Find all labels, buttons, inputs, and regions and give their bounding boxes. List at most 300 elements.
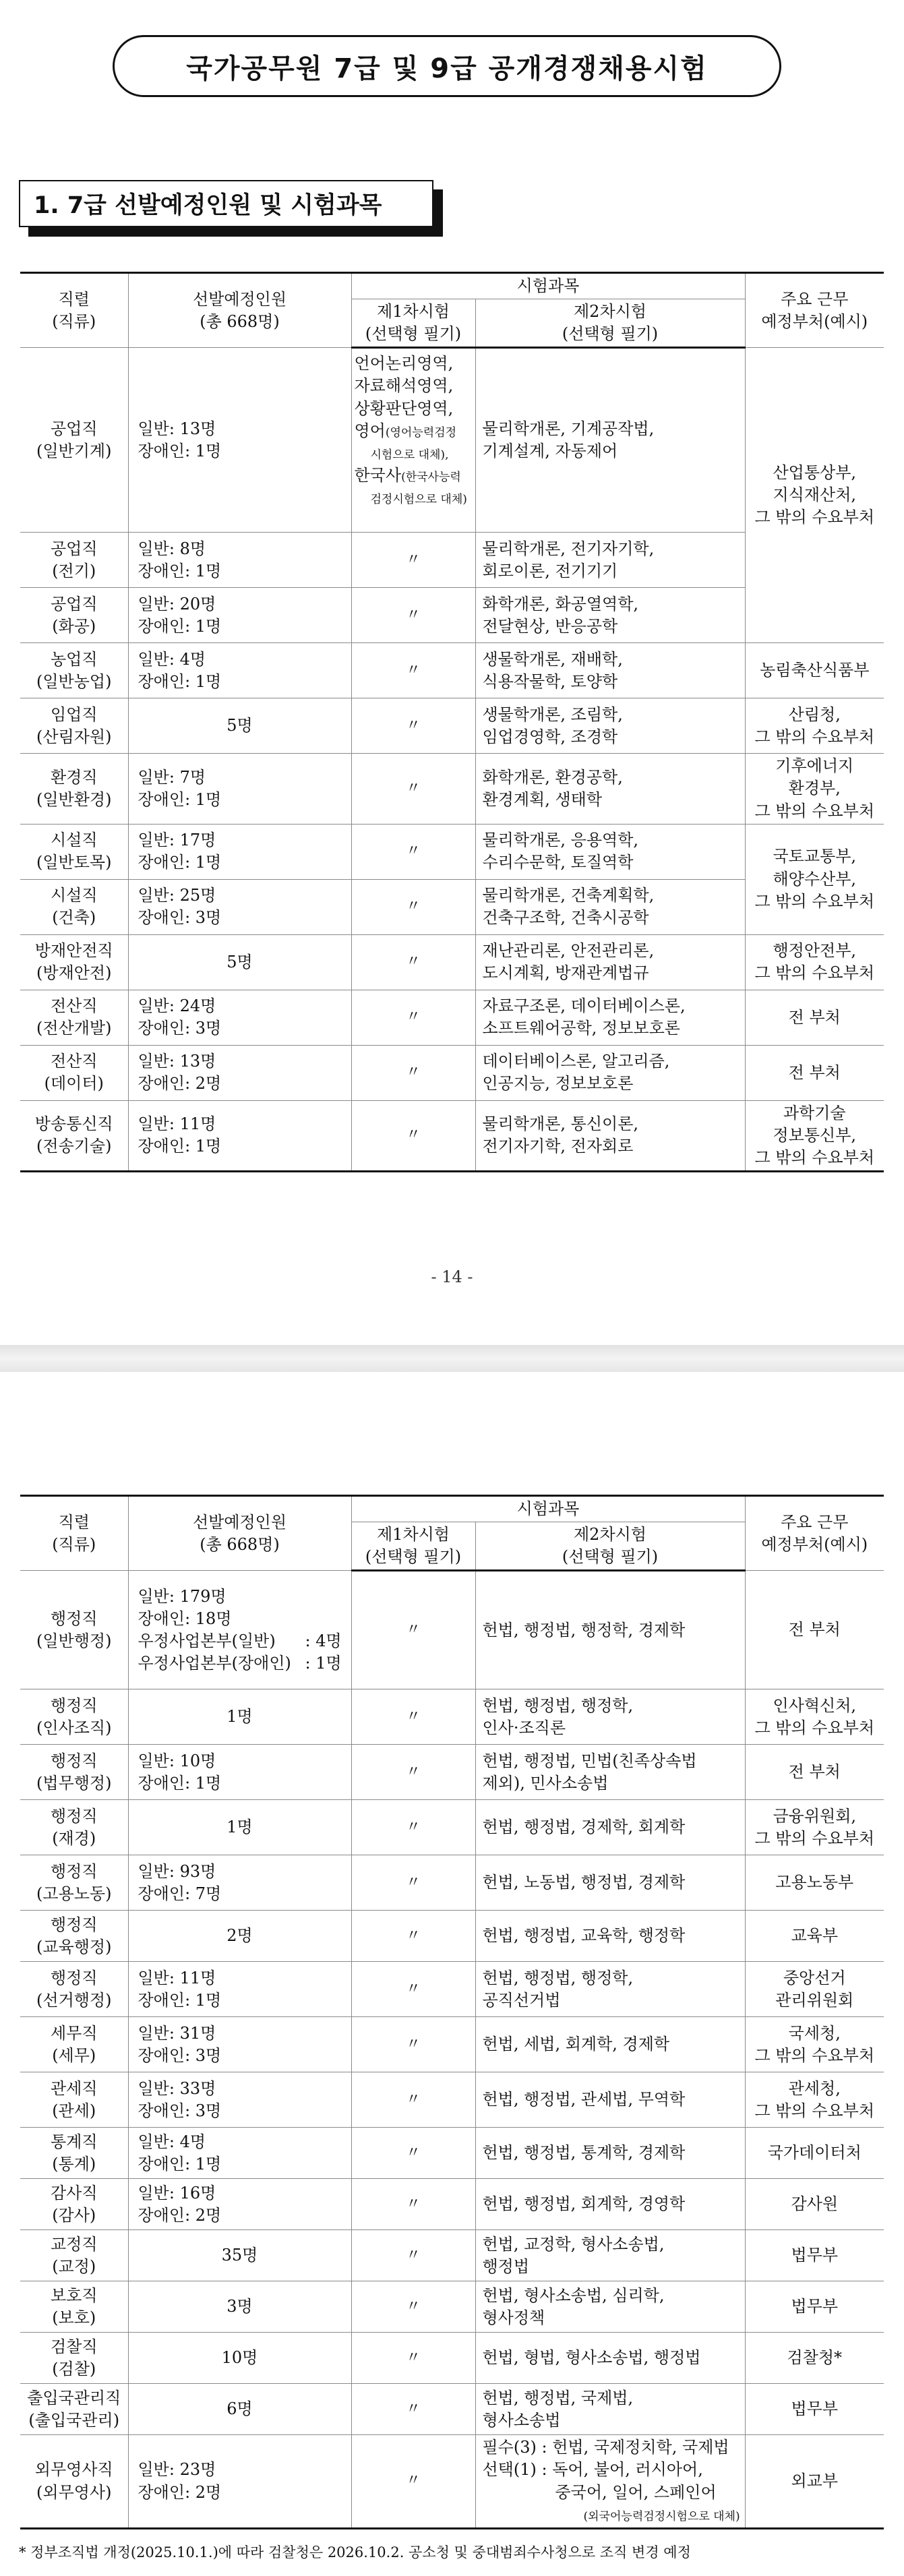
exam1-ditto [351, 1689, 475, 1745]
quota-count: : 3명 [185, 908, 222, 928]
exam2-subjects [475, 1800, 745, 1855]
exam2-subject-text: 필수(3) : 헌법, 국제정치학, 국제법 [482, 2438, 729, 2457]
quota-kind: 장애인 [138, 2045, 185, 2065]
exam2-subject-text: 화학개론, 화공열역학, [482, 594, 639, 613]
job-name: 통계직 [50, 2132, 98, 2151]
quota-kind: 일반 [138, 2183, 169, 2203]
table-row [20, 2072, 884, 2128]
ditto-mark: 〃 [405, 2246, 421, 2264]
quota-count: : 11명 [169, 1968, 216, 1987]
dept-line [748, 484, 882, 506]
job-cell [20, 2230, 128, 2281]
quota-count: : 33명 [169, 2078, 216, 2098]
quota-line [138, 1050, 349, 1073]
quota-count: : 2명 [185, 2205, 222, 2225]
quota-kind: 일반 [138, 1052, 169, 1071]
quota-kind: 장애인 [138, 561, 185, 580]
dept-cell [745, 643, 884, 698]
dept-text: 감사원 [791, 2194, 839, 2214]
dept-text: 농림축산식품부 [760, 661, 870, 680]
exam1-ditto [351, 533, 475, 588]
job-cell [20, 2128, 128, 2179]
exam2-subject-line [483, 885, 742, 907]
quota-cell [128, 2435, 351, 2528]
dept-line [748, 2100, 882, 2122]
dept-text: 금융위원회, [773, 1806, 857, 1826]
dept-line [748, 1062, 882, 1084]
quota-count: : 4명 [169, 649, 206, 669]
dept-line [748, 755, 882, 777]
dept-line [748, 962, 882, 984]
exam2-subject-text: 회로이론, 전기기기 [482, 561, 618, 580]
job-name: 시설직 [50, 831, 98, 850]
exam1-ditto [351, 1911, 475, 1962]
job-name: 시설직 [50, 886, 98, 905]
exam2-subjects [475, 2128, 745, 2179]
exam2-subject-text: 물리학개론, 통신이론, [482, 1114, 639, 1134]
exam2-subject-text: 소프트웨어공학, 정보보호론 [482, 1019, 680, 1038]
quota-line [138, 767, 349, 789]
dept-text: 정보통신부, [773, 1125, 857, 1145]
exam1-ditto [351, 2333, 475, 2384]
quota-kind: 일반 [138, 1861, 169, 1881]
table-row [20, 1911, 884, 1962]
job-subtype: (전송기술) [36, 1137, 112, 1156]
quota-line [138, 1989, 349, 2012]
exam2-subject-line [483, 1619, 742, 1642]
quota-cell [128, 1800, 351, 1855]
job-subtype: (감사) [52, 2205, 96, 2225]
quota-kind: 일반 [138, 419, 169, 438]
exam2-subject-text: 물리학개론, 건축계획학, [482, 886, 655, 905]
exam1-ditto [351, 2230, 475, 2281]
exam2-subject-line [483, 538, 742, 560]
exam2-subject-text: 전기자기학, 전자회로 [482, 1137, 634, 1156]
quota-count: : 93명 [169, 1861, 216, 1881]
exam1-ditto [351, 2384, 475, 2435]
quota-kind: 장애인 [138, 1609, 185, 1628]
job-subtype: (일반기계) [36, 441, 112, 460]
dept-line [748, 2023, 882, 2045]
quota-kind: 장애인 [138, 853, 185, 872]
table-row [20, 698, 884, 754]
dept-text: 지식재산처, [773, 485, 857, 505]
quota-count: : 13명 [169, 1052, 216, 1071]
quota-line [138, 1113, 349, 1135]
exam2-subject-line [483, 1135, 742, 1158]
quota-kind: 장애인 [138, 2205, 185, 2225]
job-name: 행정직 [50, 1915, 98, 1934]
dept-cell [745, 1855, 884, 1911]
quota-line [138, 616, 349, 638]
dept-text: 관리위원회 [775, 1990, 854, 2010]
quota-kind: 일반 [138, 996, 169, 1016]
exam2-note-text: (외국어능력검정시험으로 대체) [583, 2509, 740, 2523]
exam2-subjects [475, 2333, 745, 2384]
exam2-subject-text: 화학개론, 환경공학, [482, 767, 623, 787]
exam2-subject-line [483, 2089, 742, 2111]
exam2-subject-text: 건축구조학, 건축시공학 [482, 908, 649, 928]
dept-line [748, 940, 882, 962]
quota-kind: 일반 [138, 886, 169, 905]
exam2-subjects [475, 1100, 745, 1171]
dept-cell [745, 1571, 884, 1689]
exam1-ditto [351, 1962, 475, 2017]
dept-text: 검찰청* [787, 2348, 843, 2368]
exam2-subject-text: 형사정책 [482, 2308, 545, 2327]
exam2-subject-line [483, 2482, 742, 2504]
exam2-subject-text: 헌법, 행정법, 국제법, [482, 2388, 634, 2407]
dept-text: 그 밖의 수요부처 [754, 891, 875, 911]
exam2-subject-text: 자료구조론, 데이터베이스론, [482, 996, 686, 1016]
dept-line [748, 1007, 882, 1029]
quota-line [138, 1586, 349, 1608]
exam2-subject-text: 헌법, 행정법, 관세법, 무역학 [482, 2090, 686, 2109]
exam2-subject-line [483, 726, 742, 748]
quota-kind: 장애인 [138, 1019, 185, 1038]
quota-count: : 1명 [185, 1990, 222, 2010]
quota-count: : 4명 [305, 1631, 342, 1650]
table-row [20, 1962, 884, 2017]
dept-cell [745, 2230, 884, 2281]
dept-line [748, 2398, 882, 2420]
job-cell [20, 1745, 128, 1800]
quota-cell [128, 990, 351, 1045]
dept-line [748, 2078, 882, 2100]
quota-total: 35명 [221, 2246, 258, 2265]
exam2-subjects [475, 2435, 745, 2528]
exam1-ditto [351, 2128, 475, 2179]
quota-count: : 18명 [185, 1609, 232, 1628]
dept-line [748, 506, 882, 529]
ditto-mark: 〃 [405, 2195, 421, 2213]
job-subtype: (선거행정) [36, 1990, 112, 2010]
quota-kind: 일반 [138, 649, 169, 669]
exam2-subject-text: 선택(1) : 독어, 불어, 러시아어, [482, 2460, 703, 2480]
job-cell [20, 824, 128, 879]
quota-cell [128, 1745, 351, 1800]
quota-cell [128, 824, 351, 879]
exam2-subjects [475, 2017, 745, 2072]
quota-cell [128, 1855, 351, 1911]
quota-kind: 일반 [138, 831, 169, 850]
quota-line [138, 829, 349, 851]
ditto-mark: 〃 [405, 2400, 421, 2418]
dept-text: 환경부, [788, 779, 841, 798]
job-name: 보호직 [50, 2285, 98, 2305]
job-subtype: (전산개발) [36, 1019, 112, 1038]
job-name: 출입국관리직 [27, 2388, 121, 2407]
exam2-subjects [475, 2230, 745, 2281]
ditto-mark: 〃 [405, 2091, 421, 2108]
exam2-subject-text: 제외), 민사소송법 [482, 1773, 609, 1793]
dept-line [748, 2142, 882, 2164]
exam2-subject-text: 헌법, 행정법, 행정학, 경제학 [482, 1620, 686, 1640]
dept-text: 법무부 [791, 2399, 839, 2419]
exam2-subject-line [483, 2347, 742, 2369]
dept-cell [745, 1800, 884, 1855]
exam2-subject-line [483, 1113, 742, 1135]
job-cell [20, 1689, 128, 1745]
exam2-subjects [475, 2384, 745, 2435]
quota-count: : 1명 [185, 616, 222, 636]
exam2-subjects [475, 2179, 745, 2230]
exam2-subjects [475, 1045, 745, 1100]
quota-count: : 3명 [185, 1019, 222, 1038]
job-cell [20, 1962, 128, 2017]
header-subjects: 시험과목 [351, 273, 745, 299]
quota-cell [128, 754, 351, 824]
dept-cell [745, 698, 884, 754]
job-cell [20, 1045, 128, 1100]
job-subtype: (세무) [52, 2045, 96, 2065]
exam2-subject-line [483, 829, 742, 851]
dept-text: 그 밖의 수요부처 [754, 1147, 875, 1167]
exam1-line [355, 465, 473, 487]
job-name: 환경직 [50, 767, 98, 787]
header-quota: 선발예정인원 (총 668명) [128, 273, 351, 348]
dept-cell [745, 2281, 884, 2333]
job-cell [20, 990, 128, 1045]
dept-line [748, 891, 882, 913]
job-subtype: (데이터) [44, 1074, 104, 1094]
exam2-subject-text: 헌법, 행정법, 행정학, [482, 1696, 634, 1715]
quota-kind: 장애인 [138, 1884, 185, 1903]
table-row [20, 1100, 884, 1171]
table-row [20, 824, 884, 879]
dept-line [748, 777, 882, 800]
dept-line [748, 2244, 882, 2267]
job-subtype: (일반환경) [36, 789, 112, 809]
exam2-subject-line [483, 2387, 742, 2409]
quota-kind: 장애인 [138, 2101, 185, 2120]
exam2-subjects [475, 990, 745, 1045]
quota-line-extra [138, 1630, 349, 1652]
quota-kind: 일반 [138, 1968, 169, 1987]
job-subtype: (화공) [52, 616, 96, 636]
exam2-subject-text: 도시계획, 방재관계법규 [482, 963, 649, 983]
quota-line [138, 2205, 349, 2227]
exam2-subject-text: 물리학개론, 기계공작법, [482, 419, 655, 439]
table-row [20, 1045, 884, 1100]
exam1-ditto [351, 2179, 475, 2230]
dept-line [748, 1805, 882, 1828]
exam1-line [355, 442, 473, 465]
exam2-subject-text: 생물학개론, 조림학, [482, 705, 623, 724]
exam2-subjects [475, 643, 745, 698]
dept-line [748, 868, 882, 891]
dept-text: 전 부처 [788, 1062, 841, 1082]
exam2-subject-line [483, 1772, 742, 1795]
quota-count: : 1명 [185, 671, 222, 691]
job-name: 교정직 [50, 2234, 98, 2254]
exam2-subject-text: 공직선거법 [482, 1990, 561, 2010]
dept-line [748, 1828, 882, 1850]
dept-text: 그 밖의 수요부처 [754, 801, 875, 820]
header-dept: 주요 근무 예정부처(예시) [745, 273, 884, 348]
exam2-subject-line [483, 2285, 742, 2307]
quota-kind: 장애인 [138, 1990, 185, 2010]
job-subtype: (인사조직) [36, 1718, 112, 1737]
ditto-mark: 〃 [405, 1874, 421, 1891]
quota-count: : 24명 [169, 996, 216, 1016]
exam2-subject-text: 수리수문학, 토질역학 [482, 853, 634, 872]
dept-line [748, 2296, 882, 2318]
dept-text: 그 밖의 수요부처 [754, 508, 875, 527]
page-separator [0, 1345, 904, 1372]
job-subtype: (법무행정) [36, 1773, 112, 1793]
quota-count: : 1명 [185, 853, 222, 872]
header-dept: 주요 근무 예정부처(예시) [745, 1496, 884, 1571]
quota-cell [128, 934, 351, 990]
dept-text: 그 밖의 수요부처 [754, 727, 875, 746]
job-subtype: (고용노동) [36, 1884, 112, 1903]
quota-line [138, 2045, 349, 2067]
ditto-mark: 〃 [405, 2298, 421, 2315]
exam2-subject-line [483, 1989, 742, 2012]
job-cell [20, 2179, 128, 2230]
exam2-subject-text: 헌법, 행정법, 교육학, 행정학 [482, 1926, 686, 1946]
job-cell [20, 1571, 128, 1689]
quota-line [138, 2153, 349, 2176]
exam2-subject-note [483, 2504, 742, 2526]
dept-text: 국토교통부, [773, 847, 857, 866]
job-name: 검찰직 [50, 2337, 98, 2356]
job-cell [20, 698, 128, 754]
ditto-mark: 〃 [405, 2035, 421, 2053]
exam2-subject-text: 인공지능, 정보보호론 [482, 1074, 634, 1094]
dept-text: 외교부 [791, 2471, 839, 2490]
dept-line [748, 1695, 882, 1717]
quota-cell [128, 2333, 351, 2384]
dept-line [748, 845, 882, 868]
quota-line [138, 2131, 349, 2153]
job-name: 감사직 [50, 2183, 98, 2203]
quota-cell [128, 1962, 351, 2017]
job-subtype: (교정) [52, 2256, 96, 2276]
job-name: 행정직 [50, 1861, 98, 1881]
quota-count: : 17명 [169, 831, 216, 850]
quota-kind: 장애인 [138, 1773, 185, 1793]
quota-count: : 3명 [185, 2045, 222, 2065]
quota-cell [128, 588, 351, 643]
ditto-mark: 〃 [405, 1818, 421, 1836]
exam1-ditto [351, 934, 475, 990]
dept-line [748, 1989, 882, 2012]
quota-line [138, 1772, 349, 1795]
exam1-subject-line: 언어논리영역, [354, 354, 454, 373]
exam1-ditto [351, 754, 475, 824]
job-subtype: (방재안전) [36, 963, 112, 983]
ditto-mark: 〃 [405, 2144, 421, 2161]
exam2-subjects [475, 824, 745, 879]
quota-cell [128, 2128, 351, 2179]
dept-cell [745, 990, 884, 1045]
quota-kind: 일반 [138, 2132, 169, 2151]
table-row [20, 2333, 884, 2384]
table-row [20, 2017, 884, 2072]
quota-total: 6명 [227, 2399, 253, 2419]
exam1-subject-note: (한국사능력 [401, 470, 461, 484]
exam1-ditto [351, 1800, 475, 1855]
quota-kind: 일반 [138, 1751, 169, 1770]
quota-count: : 1명 [185, 561, 222, 580]
exam2-subject-text: 물리학개론, 전기자기학, [482, 539, 655, 558]
dept-text: 전 부처 [788, 1762, 841, 1782]
quota-cell [128, 348, 351, 533]
job-cell [20, 1100, 128, 1171]
quota-total: 5명 [227, 716, 253, 736]
quota-cell [128, 2179, 351, 2230]
dept-line [748, 2347, 882, 2369]
exam1-ditto [351, 2072, 475, 2128]
quota-cell [128, 879, 351, 934]
exam1-ditto [351, 643, 475, 698]
dept-cell [745, 1911, 884, 1962]
ditto-mark: 〃 [405, 2472, 421, 2490]
quota-count: : 10명 [169, 1751, 216, 1770]
table-row [20, 1745, 884, 1800]
exam2-subject-text: 인사·조직론 [482, 1718, 566, 1737]
dept-cell [745, 934, 884, 990]
quota-line [138, 593, 349, 616]
exam2-subject-text: 기계설계, 자동제어 [482, 442, 618, 461]
quota-total: 1명 [227, 1707, 253, 1727]
exam2-subject-line [483, 1871, 742, 1894]
quota-kind: 장애인 [138, 671, 185, 691]
exam2-subjects [475, 934, 745, 990]
dept-cell [745, 1745, 884, 1800]
header-exam2: 제2차시험 (선택형 필기) [475, 1522, 745, 1571]
quota-line [138, 671, 349, 693]
dept-text: 산업통상부, [773, 463, 857, 483]
exam1-ditto [351, 2281, 475, 2333]
ditto-mark: 〃 [405, 2349, 421, 2366]
quota-line [138, 789, 349, 811]
dept-text: 그 밖의 수요부처 [754, 1828, 875, 1848]
quota-line [138, 2078, 349, 2100]
job-cell [20, 1911, 128, 1962]
quota-line [138, 885, 349, 907]
exam2-subject-text: 헌법, 행정법, 회계학, 경영학 [482, 2194, 686, 2214]
quota-cell [128, 1045, 351, 1100]
dept-cell [745, 2128, 884, 2179]
job-subtype: (관세) [52, 2101, 96, 2120]
exam2-subject-line [483, 1050, 742, 1073]
page-number: - 14 - [431, 1267, 473, 1286]
dept-text: 인사혁신처, [773, 1696, 857, 1715]
exam2-subject-line [483, 616, 742, 638]
exam2-subjects [475, 754, 745, 824]
exam2-subject-line [483, 649, 742, 671]
header-job: 직렬 (직류) [20, 1496, 128, 1571]
job-name: 농업직 [50, 649, 98, 669]
job-cell [20, 2333, 128, 2384]
quota-cell [128, 1911, 351, 1962]
exam2-subjects [475, 1911, 745, 1962]
exam2-subject-line [483, 2409, 742, 2432]
exam1-line [355, 398, 473, 420]
exam2-subject-text: 형사소송법 [482, 2410, 561, 2430]
quota-count: : 13명 [169, 419, 216, 438]
exam2-subjects [475, 1689, 745, 1745]
dept-text: 국세청, [788, 2023, 841, 2043]
exam1-ditto [351, 2435, 475, 2528]
dept-text: 교육부 [791, 1926, 839, 1946]
exam2-subject-text: 헌법, 행정법, 행정학, [482, 1968, 634, 1987]
job-name: 행정직 [50, 1806, 98, 1826]
quota-kind: 장애인 [138, 1137, 185, 1156]
